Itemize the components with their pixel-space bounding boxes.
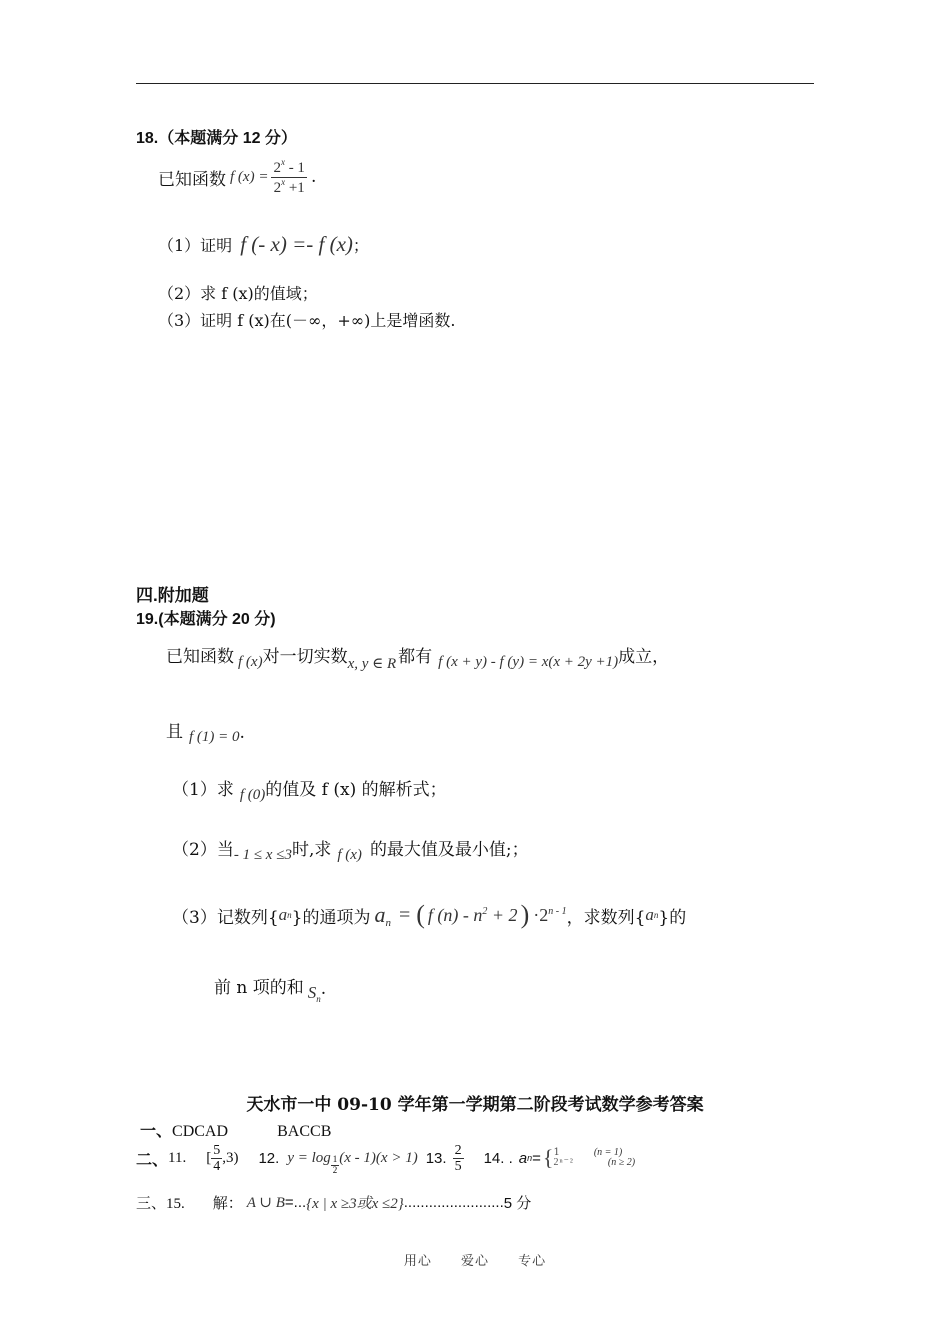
answers-row1-a: CDCAD <box>172 1123 229 1140</box>
answer-12-tail: (x - 1)(x > 1) <box>339 1149 418 1166</box>
answers-row3 <box>136 1192 531 1213</box>
answer-14-case1: 1 <box>553 1147 560 1159</box>
answers-row3-math: A ∪ B <box>246 1195 285 1211</box>
answers-row3-eq: =... <box>284 1194 307 1211</box>
q19-p3-lhs-a: a <box>374 901 386 927</box>
q18-num-tail: - 1 <box>284 160 305 176</box>
q19-p3-line2-S <box>308 983 321 1004</box>
q19-stem-xy: x, y ∈ R <box>347 656 397 672</box>
q18-part3: （3）证明 f (x)在(－∞，+∞)上是增函数. <box>158 311 456 330</box>
q19-part1 <box>172 775 447 804</box>
q19-cond-math: f (1) = 0 <box>189 729 240 745</box>
q19-p3-mul-base: ·2 <box>533 904 549 925</box>
answers-row1 <box>140 1118 331 1141</box>
q18-stem-prefix: 已知函数 <box>158 169 226 190</box>
q19-part3 <box>172 900 686 930</box>
q19-p3-n2: n <box>653 910 659 920</box>
answer-11-num: 5 <box>213 1142 221 1158</box>
answer-14-case2: 2ⁿ⁻² <box>553 1157 574 1169</box>
answers-row1-b: BACCB <box>277 1123 332 1140</box>
answer-11-fraction <box>211 1143 222 1175</box>
q19-p3-inner-main: f (n) - n <box>427 904 483 925</box>
q19-p3-lhs <box>374 902 391 929</box>
answers-row3-set: {x | x ≥3或x ≤2} <box>306 1196 404 1212</box>
footer-word-2: 爱心 <box>460 1254 489 1269</box>
answer-13-num: 2 <box>454 1142 462 1158</box>
answers-row1-label: 一、 <box>140 1121 173 1140</box>
q19-p3-inner <box>428 905 518 926</box>
q18-num-base: 2 <box>273 160 281 176</box>
answer-11-open: [ <box>206 1149 212 1166</box>
answer-12-base-den: 2 <box>332 1164 338 1175</box>
q19-p1-suffix: 的值及 f (x) 的解析式； <box>265 780 447 800</box>
q18-header: 18.（本题满分 12 分） <box>136 130 297 147</box>
q19-part2 <box>172 835 529 864</box>
q19-stem-mid2: 都有 <box>398 647 433 667</box>
answers-row2 <box>136 1141 635 1176</box>
answer-11-den: 4 <box>213 1158 221 1174</box>
q18-den-tail: +1 <box>285 179 305 196</box>
answer-13-label: 13. <box>425 1149 447 1167</box>
q19-p3-mid: }的通项为 <box>291 907 371 928</box>
q18-part2: （2）求 f (x)的值域； <box>158 284 318 303</box>
q19-p3-mul <box>533 905 566 926</box>
answer-14-n: n <box>527 1153 533 1164</box>
answer-14-case2-cond: (n ≥ 2) <box>607 1157 636 1169</box>
q19-condition <box>166 717 245 746</box>
answers-row3-label: 三、15. <box>136 1196 185 1212</box>
answer-11-label: 11. <box>168 1149 187 1166</box>
q19-p3-line2-S-letter: S <box>307 983 317 1002</box>
q19-p2-range: - 1 ≤ x ≤3 <box>233 847 292 863</box>
q18-part1 <box>158 232 369 257</box>
q19-stem-mid1: 对一切实数 <box>262 647 348 667</box>
q19-p3-inner-tail: + 2 <box>487 904 518 925</box>
q19-stem-fx: f (x) <box>238 654 263 670</box>
q19-stem-eq: f (x + y) - f (y) = x(x + 2y +1) <box>438 654 619 670</box>
q19-p3-a: a <box>278 905 288 924</box>
q19-cond-prefix: 且 <box>166 722 183 742</box>
answer-11-tail: ,3) <box>222 1149 239 1166</box>
q19-p2-suffix: 的最大值及最小值;； <box>369 840 529 860</box>
answers-row3-score: 5 分 <box>503 1195 532 1212</box>
q19-part3-line2 <box>214 973 326 1004</box>
q18-num-sup: x <box>280 157 285 167</box>
q19-p3-line2-S-sub: n <box>316 994 321 1004</box>
answer-12-math: y = log <box>287 1149 331 1166</box>
footer-word-3: 专心 <box>518 1254 547 1269</box>
q19-p3-line2-prefix: 前 n 项的和 <box>214 978 304 998</box>
q19-p2-math: f (x) <box>337 847 362 863</box>
answer-13-fraction <box>453 1143 464 1175</box>
q18-den-sup: x <box>281 176 286 187</box>
q18-p1-prefix: （1）证明 <box>158 236 233 255</box>
q19-header: 19.(本题满分 20 分) <box>136 611 276 628</box>
header-rule <box>136 83 814 84</box>
q19-stem-suffix: 成立， <box>618 647 670 667</box>
q18-p1-math: f (- x) =- f (x) <box>240 232 353 256</box>
q19-p3-close-paren: ) <box>520 900 530 929</box>
footer-word-1: 用心 <box>403 1254 432 1269</box>
answer-14-eq: = <box>532 1149 541 1167</box>
answer-14-brace: { <box>542 1145 554 1171</box>
q18-stem <box>158 158 316 196</box>
answers-row3-solve: 解： <box>212 1196 243 1212</box>
q19-p3-exp: n - 1 <box>548 905 567 917</box>
q19-p3-suffix2: }的 <box>658 907 687 928</box>
section4-title: 四.附加题 <box>136 586 209 605</box>
q19-p3-inner-sup: 2 <box>482 905 488 917</box>
q19-cond-suffix: . <box>239 723 245 743</box>
q19-stem <box>166 642 669 673</box>
q18-stem-suffix: . <box>310 167 317 187</box>
q19-p3-lhs-sub: n <box>385 916 391 929</box>
answer-14-cases <box>553 1148 635 1168</box>
answer-12-base <box>331 1155 340 1176</box>
answers-row2-label: 二、 <box>136 1149 169 1169</box>
q18-den-base: 2 <box>273 179 282 196</box>
answers-title: 天水市一中 09-10 学年第一学期第二阶段考试数学参考答案 <box>246 1095 704 1115</box>
answer-13-den: 5 <box>454 1158 462 1174</box>
answer-14-label: 14. . <box>483 1149 513 1167</box>
q18-p1-suffix: ； <box>352 236 369 255</box>
q19-stem-prefix: 已知函数 <box>166 647 234 667</box>
q19-p2-mid: 时,求 <box>291 840 332 860</box>
q19-p3-suffix1: ，求数列{ <box>566 907 646 928</box>
q19-p2-prefix: （2）当 <box>172 840 234 860</box>
q18-fraction <box>271 158 307 196</box>
q18-stem-f: f (x) = <box>230 168 269 185</box>
q19-p1-prefix: （1）求 <box>172 780 234 800</box>
answer-12-base-num: 1 <box>332 1154 338 1164</box>
q19-p3-prefix: （3）记数列{ <box>172 907 279 928</box>
answer-12-label: 12. <box>258 1149 280 1167</box>
q19-p3-line2-suffix: . <box>320 979 327 999</box>
q19-p3-eq: = <box>398 903 411 926</box>
q19-p3-n: n <box>287 910 292 920</box>
page-footer <box>0 1250 950 1269</box>
answer-14-a: a <box>518 1149 528 1167</box>
answers-row3-dots: ........................ <box>403 1194 504 1211</box>
q19-p3-open-paren: ( <box>416 900 425 929</box>
answer-14-case1-cond: (n = 1) <box>593 1147 623 1159</box>
q19-p3-a2: a <box>645 905 654 924</box>
q19-p1-math: f (0) <box>239 787 266 803</box>
